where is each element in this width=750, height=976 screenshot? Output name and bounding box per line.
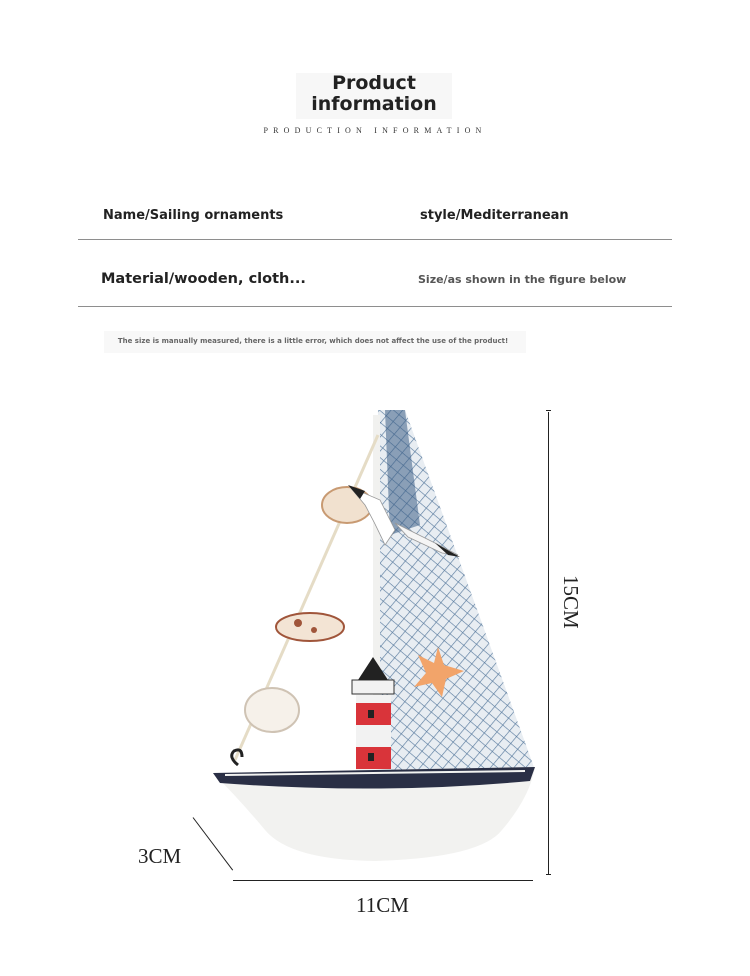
height-label: 15CM bbox=[559, 575, 583, 629]
height-dimension-line bbox=[548, 412, 549, 874]
spec-name: Name/Sailing ornaments bbox=[103, 208, 284, 223]
arrow-tip-icon bbox=[546, 874, 551, 875]
divider bbox=[78, 239, 672, 240]
spec-style: style/Mediterranean bbox=[420, 208, 569, 223]
measurement-note: The size is manually measured, there is a little error, which does not affect the use of the product! bbox=[117, 337, 509, 345]
arrow-tip-icon bbox=[546, 410, 551, 411]
depth-label: 3CM bbox=[138, 844, 182, 868]
sailboat-product-image bbox=[180, 395, 580, 895]
page-subtitle: PRODUCTION INFORMATION bbox=[263, 126, 487, 135]
page-title-line1: Product bbox=[332, 72, 416, 94]
shell bbox=[245, 688, 299, 732]
width-label: 11CM bbox=[356, 893, 409, 917]
shell bbox=[276, 613, 344, 641]
page-title-line2: information bbox=[311, 93, 437, 115]
spec-size: Size/as shown in the figure below bbox=[418, 273, 627, 286]
width-dimension-line bbox=[233, 880, 533, 881]
spec-material: Material/wooden, cloth... bbox=[101, 271, 306, 287]
title-box bbox=[296, 73, 452, 119]
divider bbox=[78, 306, 672, 307]
